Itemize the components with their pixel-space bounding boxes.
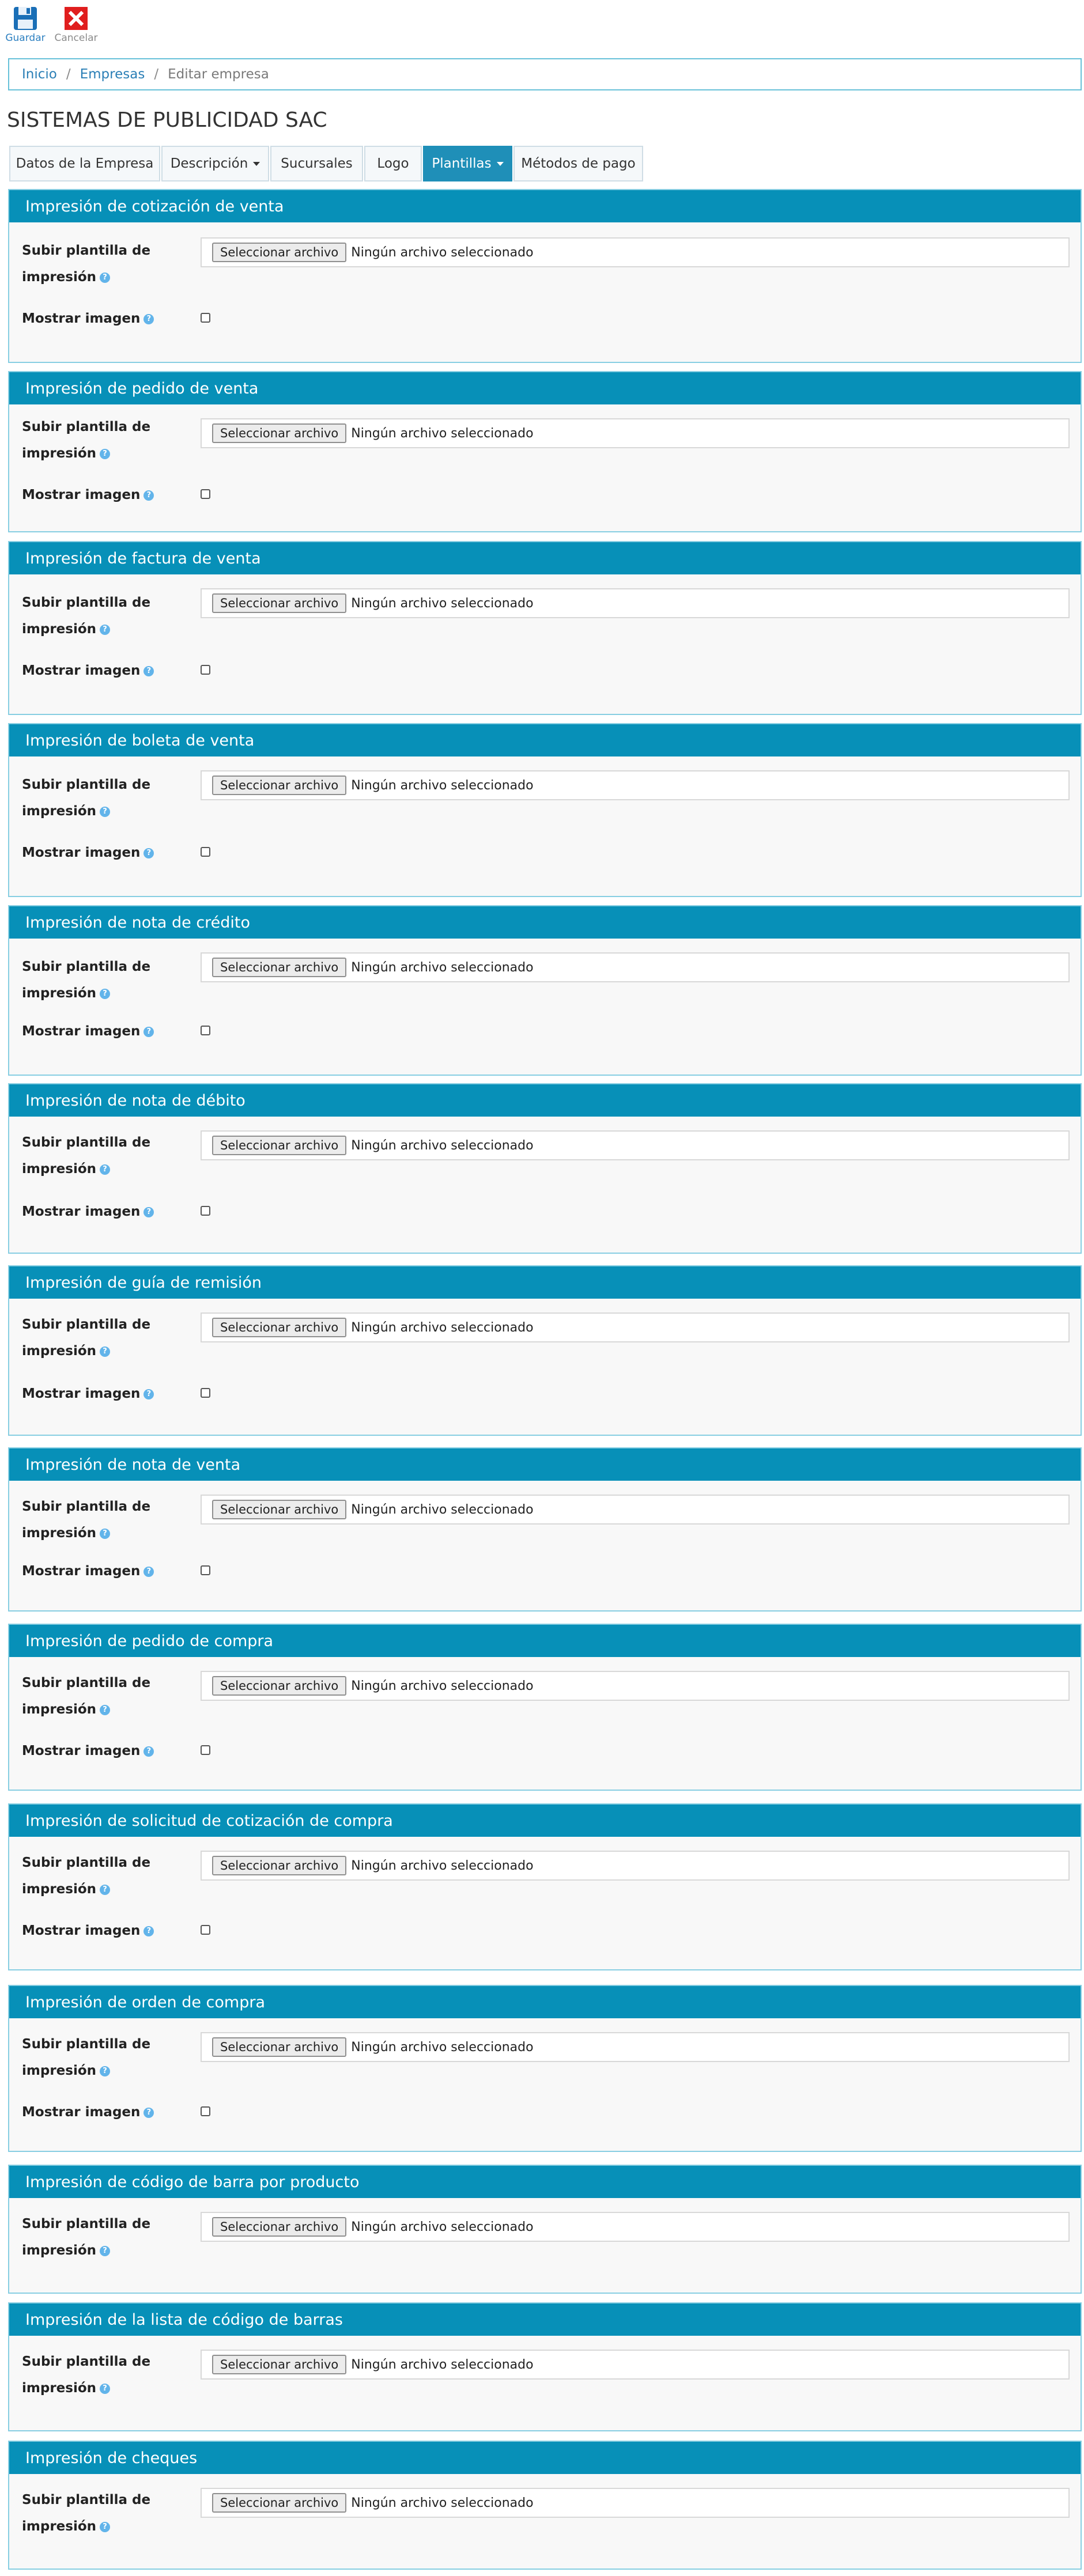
no-file-text: Ningún archivo seleccionado [351,426,534,441]
breadcrumb-separator: / [154,67,159,82]
choose-file-button[interactable]: Seleccionar archivo [212,1856,346,1875]
help-icon[interactable]: ? [100,2066,110,2076]
show-image-label: Mostrar imagen ? [22,1380,183,1407]
choose-file-button[interactable]: Seleccionar archivo [212,1500,346,1519]
save-label: Guardar [5,32,46,44]
tab-templates[interactable] [423,146,512,181]
choose-file-button[interactable]: Seleccionar archivo [212,1318,346,1337]
no-file-text: Ningún archivo seleccionado [351,1858,534,1873]
file-upload-field[interactable] [201,2350,1070,2380]
no-file-text: Ningún archivo seleccionado [351,1678,534,1693]
tab-label: Sucursales [281,156,353,171]
no-file-text: Ningún archivo seleccionado [351,1320,534,1335]
file-upload-field[interactable] [201,237,1070,267]
choose-file-button[interactable]: Seleccionar archivo [212,1136,346,1155]
choose-file-button[interactable]: Seleccionar archivo [212,2037,346,2057]
help-icon[interactable]: ? [143,490,154,501]
upload-template-label: Subir plantilla de impresión ? [22,2354,151,2396]
cancel-label: Cancelar [54,32,98,44]
show-image-checkbox[interactable] [201,2106,210,2116]
tab-label: Logo [377,156,409,171]
file-upload-field[interactable] [201,770,1070,800]
panel-title: Impresión de guía de remisión [9,1266,1081,1299]
template-panel [8,1985,1082,2152]
show-image-label: Mostrar imagen ? [22,1917,183,1944]
file-upload-field[interactable] [201,952,1070,982]
caret-down-icon [497,162,504,166]
show-image-checkbox[interactable] [201,1206,210,1216]
file-upload-field[interactable] [201,418,1070,448]
panel-title: Impresión de factura de venta [9,542,1081,574]
show-image-label: Mostrar imagen ? [22,2099,183,2125]
panel-title: Impresión de cheques [9,2442,1081,2474]
no-file-text: Ningún archivo seleccionado [351,2357,534,2372]
upload-template-label: Subir plantilla de impresión ? [22,2492,151,2534]
file-upload-field[interactable] [201,1851,1070,1881]
upload-template-label: Subir plantilla de impresión ? [22,1135,151,1177]
help-icon[interactable]: ? [100,1705,110,1715]
cancel-button[interactable] [52,6,100,46]
panel-title: Impresión de cotización de venta [9,190,1081,222]
breadcrumb-current: Editar empresa [168,67,269,82]
tab-label: Descripción [170,156,248,171]
help-icon[interactable]: ? [143,666,154,676]
template-panel [8,1447,1082,1612]
no-file-text: Ningún archivo seleccionado [351,2040,534,2055]
show-image-label: Mostrar imagen ? [22,482,183,508]
show-image-checkbox[interactable] [201,1745,210,1755]
upload-template-label: Subir plantilla de impresión ? [22,595,151,637]
tab-payment-methods[interactable] [513,146,643,181]
file-upload-field[interactable] [201,1495,1070,1525]
save-button[interactable] [1,6,50,46]
caret-down-icon [253,162,260,166]
file-upload-field[interactable] [201,2212,1070,2242]
no-file-text: Ningún archivo seleccionado [351,596,534,611]
show-image-checkbox[interactable] [201,489,210,499]
panel-title: Impresión de orden de compra [9,1986,1081,2018]
breadcrumb-home-link[interactable]: Inicio [22,67,57,82]
help-icon[interactable]: ? [100,625,110,635]
floppy-disk-icon [13,6,38,31]
help-icon[interactable]: ? [143,1027,154,1037]
upload-template-label: Subir plantilla de impresión ? [22,1499,151,1541]
file-upload-field[interactable] [201,588,1070,618]
help-icon[interactable]: ? [100,273,110,283]
tab-label: Plantillas [432,156,492,171]
tab-company-data[interactable] [9,146,160,181]
template-panel [8,1803,1082,1970]
help-icon[interactable]: ? [100,1885,110,1895]
file-upload-field[interactable] [201,1671,1070,1701]
help-icon[interactable]: ? [143,1746,154,1757]
help-icon[interactable]: ? [143,2108,154,2118]
file-upload-field[interactable] [201,2488,1070,2518]
template-panel [8,1265,1082,1436]
show-image-checkbox[interactable] [201,847,210,857]
help-icon[interactable]: ? [100,1346,110,1357]
no-file-text: Ningún archivo seleccionado [351,1138,534,1153]
help-icon[interactable]: ? [100,1164,110,1175]
help-icon[interactable]: ? [143,848,154,858]
panel-title: Impresión de pedido de venta [9,372,1081,404]
no-file-text: Ningún archivo seleccionado [351,960,534,975]
show-image-checkbox[interactable] [201,313,210,323]
file-upload-field[interactable] [201,1130,1070,1160]
panel-title: Impresión de nota de débito [9,1084,1081,1117]
template-panel [8,541,1082,715]
show-image-checkbox[interactable] [201,665,210,675]
no-file-text: Ningún archivo seleccionado [351,1502,534,1517]
show-image-label: Mostrar imagen ? [22,1558,183,1584]
choose-file-button[interactable]: Seleccionar archivo [212,958,346,977]
help-icon[interactable]: ? [143,1389,154,1399]
choose-file-button[interactable]: Seleccionar archivo [212,2493,346,2513]
template-panel [8,2165,1082,2294]
template-panel [8,189,1082,363]
upload-template-label: Subir plantilla de impresión ? [22,1855,151,1897]
help-icon[interactable]: ? [100,449,110,459]
choose-file-button[interactable]: Seleccionar archivo [212,243,346,262]
panel-title: Impresión de solicitud de cotización de compra [9,1805,1081,1837]
breadcrumb-separator: / [66,67,71,82]
page-title: SISTEMAS DE PUBLICIDAD SAC [7,108,327,132]
help-icon[interactable]: ? [100,2522,110,2532]
close-icon [63,6,89,31]
template-panel [8,2441,1082,2570]
show-image-checkbox[interactable] [201,1925,210,1935]
show-image-label: Mostrar imagen ? [22,1738,183,1764]
tab-description[interactable] [161,146,269,181]
tab-branches[interactable] [270,146,363,181]
upload-template-label: Subir plantilla de impresión ? [22,2216,151,2258]
show-image-label: Mostrar imagen ? [22,657,183,684]
help-icon[interactable]: ? [100,1529,110,1539]
template-panel [8,371,1082,532]
show-image-label: Mostrar imagen ? [22,1018,183,1045]
choose-file-button[interactable]: Seleccionar archivo [212,1676,346,1696]
upload-template-label: Subir plantilla de impresión ? [22,243,151,285]
help-icon[interactable]: ? [143,1926,154,1936]
show-image-label: Mostrar imagen ? [22,1198,183,1225]
upload-template-label: Subir plantilla de impresión ? [22,777,151,819]
choose-file-button[interactable]: Seleccionar archivo [212,593,346,613]
show-image-checkbox[interactable] [201,1565,210,1575]
help-icon[interactable]: ? [143,1207,154,1217]
help-icon[interactable]: ? [143,1567,154,1577]
no-file-text: Ningún archivo seleccionado [351,778,534,793]
file-upload-field[interactable] [201,1312,1070,1342]
breadcrumb [8,58,1082,90]
file-upload-field[interactable] [201,2032,1070,2062]
toolbar [0,0,173,46]
help-icon[interactable]: ? [143,314,154,324]
panel-title: Impresión de código de barra por producto [9,2166,1081,2198]
tab-label: Datos de la Empresa [16,156,154,171]
tab-logo[interactable] [364,146,422,181]
choose-file-button[interactable]: Seleccionar archivo [212,2217,346,2237]
choose-file-button[interactable]: Seleccionar archivo [212,423,346,443]
help-icon[interactable]: ? [100,2246,110,2256]
choose-file-button[interactable]: Seleccionar archivo [212,776,346,795]
choose-file-button[interactable]: Seleccionar archivo [212,2355,346,2374]
no-file-text: Ningún archivo seleccionado [351,245,534,260]
upload-template-label: Subir plantilla de impresión ? [22,1675,151,1717]
upload-template-label: Subir plantilla de impresión ? [22,419,151,461]
panel-title: Impresión de la lista de código de barras [9,2303,1081,2336]
show-image-label: Mostrar imagen ? [22,305,183,332]
show-image-checkbox[interactable] [201,1388,210,1398]
template-panel [8,723,1082,897]
show-image-label: Mostrar imagen ? [22,839,183,866]
no-file-text: Ningún archivo seleccionado [351,2495,534,2510]
help-icon[interactable]: ? [100,989,110,999]
panel-title: Impresión de nota de crédito [9,906,1081,939]
no-file-text: Ningún archivo seleccionado [351,2219,534,2234]
show-image-checkbox[interactable] [201,1026,210,1035]
help-icon[interactable]: ? [100,807,110,817]
tab-label: Métodos de pago [521,156,636,171]
breadcrumb-companies-link[interactable]: Empresas [80,67,145,82]
upload-template-label: Subir plantilla de impresión ? [22,2037,151,2078]
template-panel [8,1083,1082,1254]
template-panel [8,2302,1082,2431]
panel-title: Impresión de nota de venta [9,1448,1081,1481]
template-panel [8,1624,1082,1791]
panel-title: Impresión de boleta de venta [9,724,1081,756]
panel-title: Impresión de pedido de compra [9,1625,1081,1657]
help-icon[interactable]: ? [100,2384,110,2394]
upload-template-label: Subir plantilla de impresión ? [22,1317,151,1359]
upload-template-label: Subir plantilla de impresión ? [22,959,151,1001]
template-panel [8,905,1082,1076]
